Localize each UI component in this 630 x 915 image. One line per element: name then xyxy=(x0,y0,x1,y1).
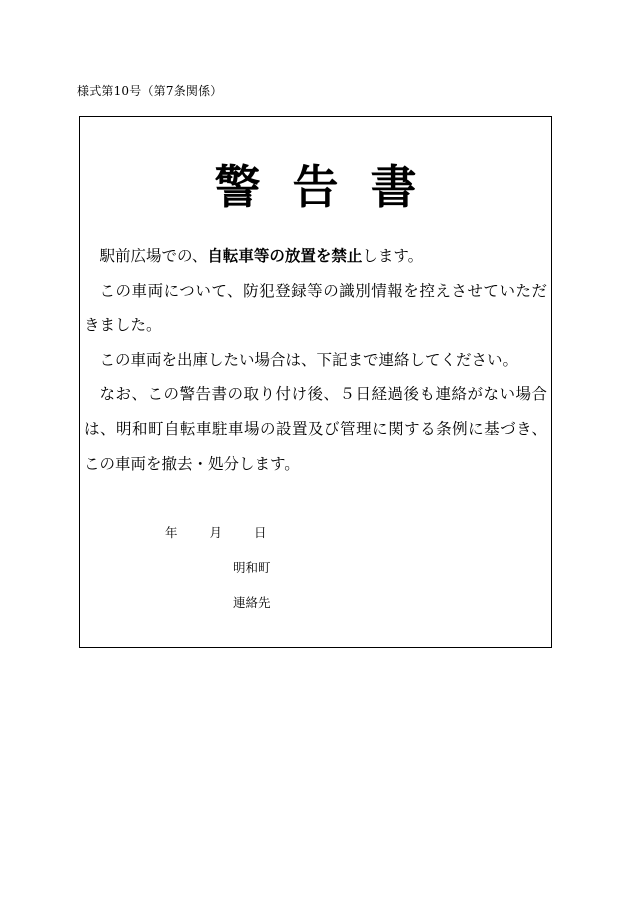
date-month-label: 月 xyxy=(209,525,223,540)
notice-body xyxy=(84,239,547,481)
paragraph-prohibition: 駅前広場での、自転車等の放置を禁止します。 xyxy=(99,247,424,265)
date-year-label: 年 xyxy=(165,525,178,540)
notice-title: 警告書 xyxy=(214,160,449,214)
date-line xyxy=(165,523,267,541)
prohibition-emphasis: 自転車等の放置を禁止 xyxy=(207,247,363,265)
form-number-label: 様式第10号（第7条関係） xyxy=(77,84,223,98)
town-name: 明和町 xyxy=(233,560,271,575)
paragraph-contact-request: この車両を出庫したい場合は、下記まで連絡してください。 xyxy=(99,350,519,369)
paragraph-registration: この車両について、防犯登録等の識別情報を控えさせていただきました。 xyxy=(84,281,547,335)
warning-notice-frame xyxy=(79,116,552,648)
date-day-label: 日 xyxy=(254,525,267,540)
contact-label: 連絡先 xyxy=(233,595,271,610)
paragraph-removal-warning: なお、この警告書の取り付け後、５日経過後も連絡がない場合は、明和町自転車駐車場の設置及び管理に関する条例に基づき、この車両を撤去・処分します。 xyxy=(84,385,547,473)
